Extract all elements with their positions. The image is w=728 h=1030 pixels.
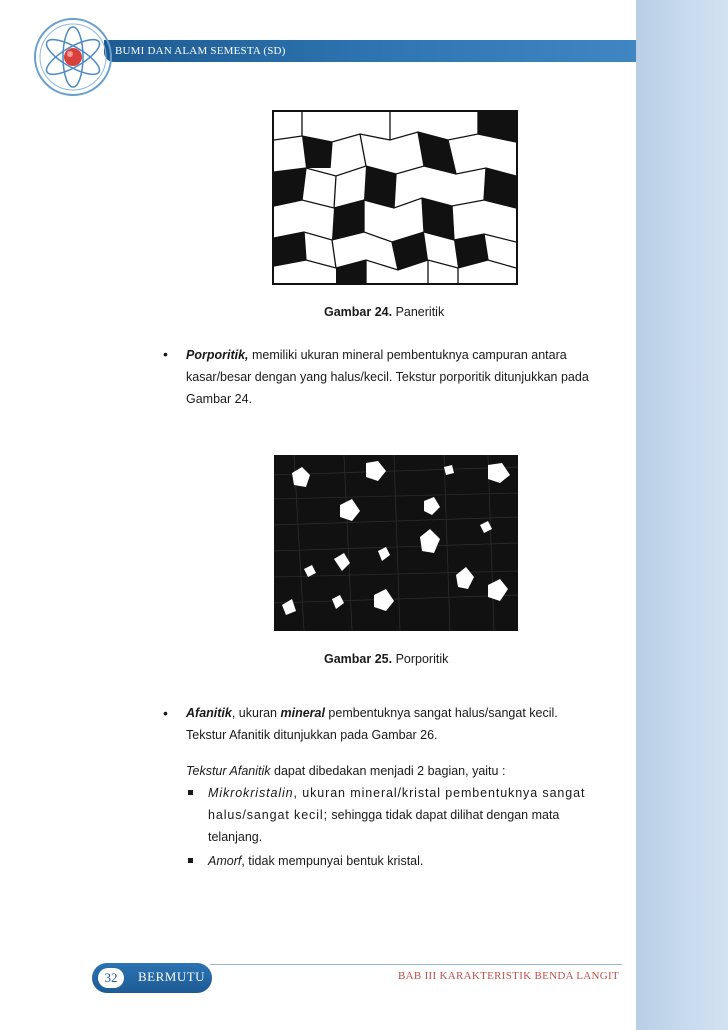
afanitik-line-2: Tekstur Afanitik ditunjukkan pada Gambar 26.: [186, 728, 438, 742]
mikrokristalin-item: Mikrokristalin, ukuran mineral/kristal pembentuknya sangat halus/sangat kecil; sehingga tidak dapat dilihat dengan mata telanjang.: [208, 786, 586, 844]
amorf-item: Amorf, tidak mempunyai bentuk kristal.: [208, 854, 424, 868]
afanitik-line-1: Afanitik, ukuran mineral pembentuknya sangat halus/sangat kecil.: [186, 706, 558, 720]
porporitik-paragraph: Porporitik, memiliki ukuran mineral pembentuknya campuran antara kasar/besar dengan yang halus/kecil. Tekstur porporitik ditunjukkan pada Gambar 24.: [186, 348, 589, 406]
square-bullet: [188, 858, 193, 863]
figure-25-caption: Gambar 25. Porporitik: [324, 652, 449, 666]
figure-24-caption: Gambar 24. Paneritik: [324, 305, 445, 319]
bullet-dot: •: [163, 705, 168, 721]
bullet-dot: •: [163, 346, 168, 362]
footer-chapter-title: BAB III KARAKTERISTIK BENDA LANGIT: [398, 970, 620, 982]
figure-porporitik: [274, 455, 518, 631]
figure-paneritik: [272, 110, 518, 285]
footer-rule: [210, 964, 622, 965]
square-bullet: [188, 790, 193, 795]
header-title: BUMI DAN ALAM SEMESTA (SD): [115, 45, 286, 57]
porporitik-term: Porporitik,: [186, 348, 249, 362]
side-band: [636, 0, 728, 1030]
page-number: 32: [98, 968, 124, 988]
atom-logo-icon: [30, 14, 116, 100]
footer-label-bermutu: BERMUTU: [138, 969, 206, 984]
afanitik-intro: Tekstur Afanitik dapat dibedakan menjadi 2 bagian, yaitu :: [186, 764, 506, 778]
